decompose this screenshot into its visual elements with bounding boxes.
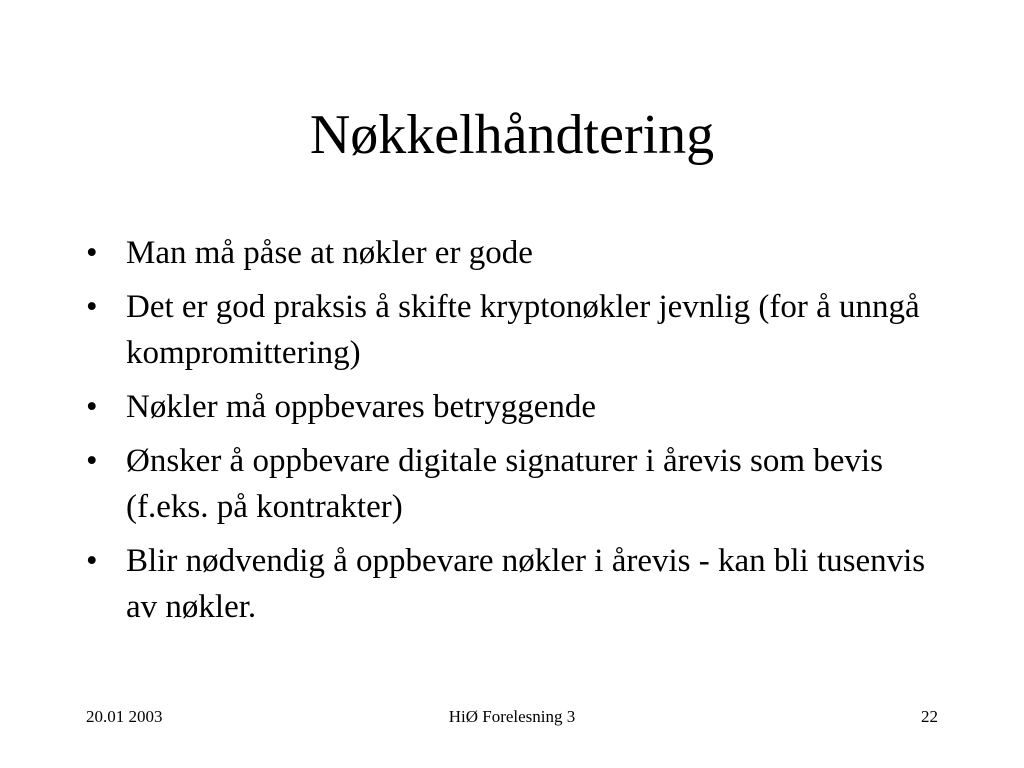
bullet-marker: • [86, 389, 98, 425]
bullet-item [86, 284, 926, 376]
slide-title: Nøkkelhåndtering [309, 104, 715, 166]
bullet-text: Det er god praksis å skifte kryptonøkler jevnlig (for å unngå kompromittering) [126, 289, 920, 371]
bullet-marker: • [86, 543, 98, 579]
footer-date: 20.01 2003 [86, 707, 163, 726]
bullet-item [86, 384, 926, 430]
footer-course: HiØ Forelesning 3 [448, 707, 576, 726]
bullet-text: Nøkler må oppbevares betryggende [126, 389, 597, 425]
bullet-marker: • [86, 289, 98, 325]
bullet-marker: • [86, 443, 98, 479]
bullet-text: Man må påse at nøkler er gode [126, 235, 533, 271]
bullet-marker: • [86, 235, 98, 271]
page-number: 22 [921, 707, 938, 726]
bullet-text: Blir nødvendig å oppbevare nøkler i årevis - kan bli tusenvis av nøkler. [126, 543, 926, 625]
bullet-item [86, 538, 926, 630]
bullet-text: Ønsker å oppbevare digitale signaturer i årevis som bevis (f.eks. på kontrakter) [126, 443, 883, 525]
bullet-item [86, 438, 926, 530]
bullet-item [86, 230, 926, 276]
bullet-list [86, 230, 926, 638]
